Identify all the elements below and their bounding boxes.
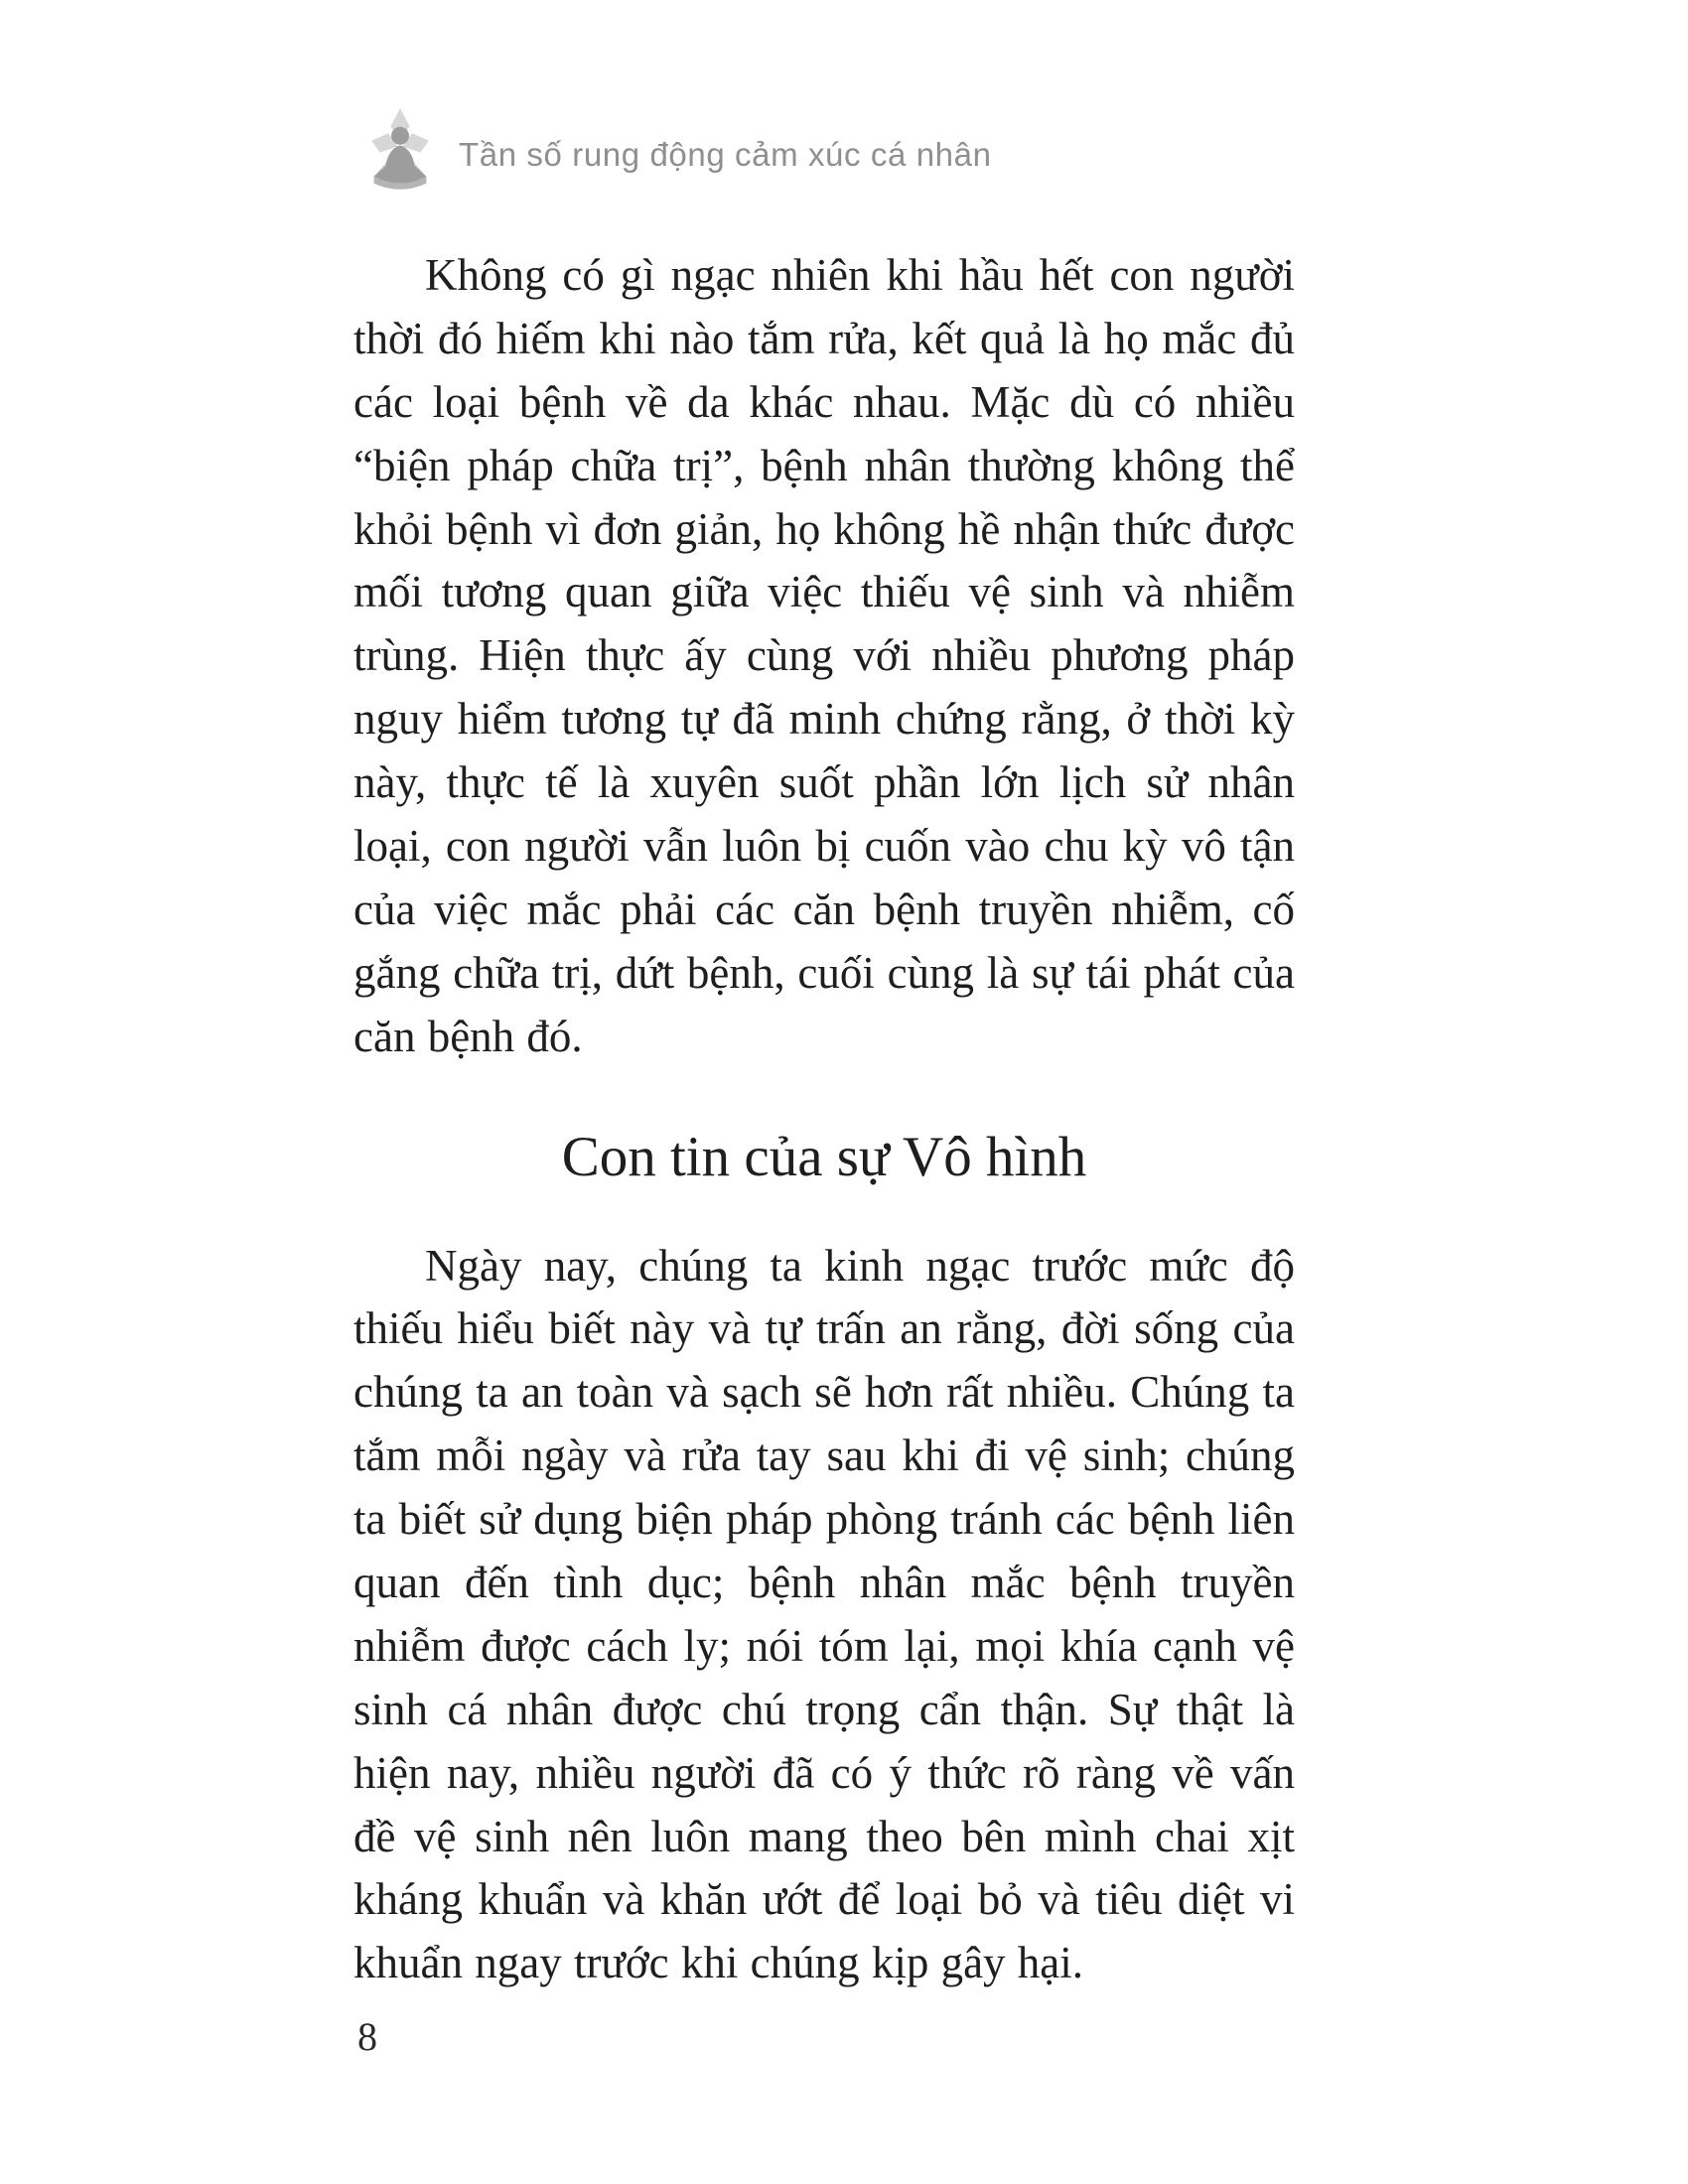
meditation-lotus-icon (363, 107, 437, 203)
section-heading: Con tin của sự Vô hình (561, 1125, 1087, 1188)
body-paragraph-1: Không có gì ngạc nhiên khi hầu hết con người thời đó hiếm khi nào tắm rửa, kết quả là họ mắc đủ các loại bệnh về da khác nhau. Mặc dù có nhiều “biện pháp chữa trị”, bệnh nhân thường không thể khỏi bệnh vì đơn giản, họ không hề nhận thức được mối tương quan giữa việc thiếu vệ sinh và nhiễm trùng. Hiện thực ấy cùng với nhiều phương pháp nguy hiểm tương tự đã minh chứng rằng, ở thời kỳ này, thực tế là xuyên suốt phần lớn lịch sử nhân loại, con người vẫn luôn bị cuốn vào chu kỳ vô tận của việc mắc phải các căn bệnh truyền nhiễm, cố gắng chữa trị, dứt bệnh, cuối cùng là sự tái phát của căn bệnh đó. (353, 250, 1295, 1061)
book-title: Tần số rung động cảm xúc cá nhân (459, 136, 992, 173)
running-header (363, 107, 992, 203)
page-number: 8 (357, 2014, 377, 2059)
body-paragraph-2: Ngày nay, chúng ta kinh ngạc trước mức độ thiếu hiểu biết này và tự trấn an rằng, đời sống của chúng ta an toàn và sạch sẽ hơn rất nhiều. Chúng ta tắm mỗi ngày và rửa tay sau khi đi vệ sinh; chúng ta biết sử dụng biện pháp phòng tránh các bệnh liên quan đến tình dục; bệnh nhân mắc bệnh truyền nhiễm được cách ly; nói tóm lại, mọi khía cạnh vệ sinh cá nhân được chú trọng cẩn thận. Sự thật là hiện nay, nhiều người đã có ý thức rõ ràng về vấn đề vệ sinh nên luôn mang theo bên mình chai xịt kháng khuẩn và khăn ướt để loại bỏ và tiêu diệt vi khuẩn ngay trước khi chúng kịp gây hại. (353, 1240, 1295, 1988)
page-body (353, 244, 1295, 1995)
